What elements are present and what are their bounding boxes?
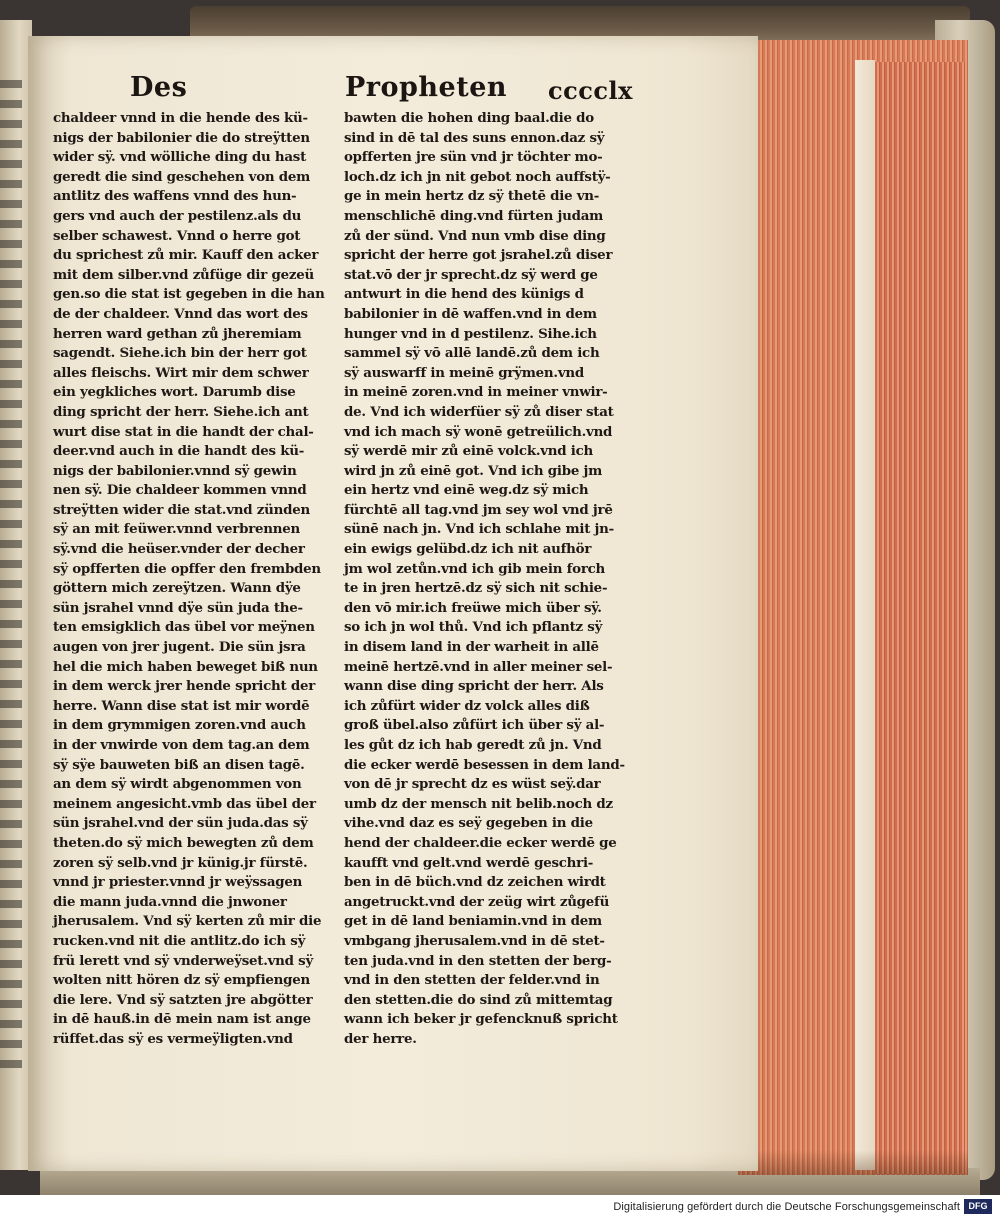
text-line: loch.dz ich jn nit gebot noch auffstÿ-	[344, 168, 611, 185]
text-line: nen sÿ. Die chaldeer kommen vnnd	[53, 482, 307, 499]
text-line: selber schawest. Vnnd o herre got	[53, 227, 301, 244]
text-line: vihe.vnd daz es seÿ gegeben in die	[344, 815, 593, 832]
text-line: ben in dē büch.vnd dz zeichen wirdt	[344, 874, 606, 891]
text-line: fürchtē all tag.vnd jm sey wol vnd jrē	[344, 501, 613, 518]
running-title-left: Des	[130, 72, 188, 103]
text-line: nigs der babilonier die do streÿtten	[53, 129, 310, 146]
text-line: herre. Wann dise stat ist mir wordē	[53, 697, 310, 714]
text-line: ein ewigs gelübd.dz ich nit aufhör	[344, 541, 592, 558]
text-line: ding spricht der herr. Siehe.ich ant	[53, 403, 309, 420]
footer-credit: Digitalisierung gefördert durch die Deutsche Forschungsgemeinschaft	[613, 1201, 960, 1213]
folio-number: cccclx	[548, 76, 633, 105]
red-page-edges-back	[875, 62, 965, 1174]
text-line: opfferten jre sün vnd jr töchter mo-	[344, 149, 603, 166]
text-line: les gůt dz ich hab geredt zů jn. Vnd	[344, 737, 602, 753]
page-edge-shadow	[738, 1150, 968, 1175]
dfg-logo: DFG	[964, 1199, 992, 1214]
text-line: de der chaldeer. Vnnd das wort des	[53, 305, 308, 322]
text-line: vnnd jr priester.vnnd jr weÿssagen	[53, 874, 303, 891]
text-line: in der vnwirde von dem tag.an dem	[53, 737, 310, 753]
text-line: vnd in den stetten der felder.vnd in	[344, 972, 600, 989]
text-line: gen.so die stat ist gegeben in die han	[53, 286, 325, 303]
text-line: jm wol zetůn.vnd ich gib mein forch	[344, 560, 606, 577]
text-line: hend der chaldeer.die ecker werdē ge	[344, 834, 617, 851]
text-line: die lere. Vnd sÿ satzten jre abgötter	[53, 991, 313, 1008]
text-line: deer.vnd auch in die handt des kü-	[53, 443, 305, 460]
text-line: göttern mich zereÿtzen. Wann dÿe	[53, 580, 301, 597]
text-line: spricht der herre got jsrahel.zů diser	[344, 247, 613, 264]
text-line: der herre.	[344, 1030, 417, 1047]
text-line: sÿ an mit feüwer.vnnd verbrennen	[53, 521, 301, 538]
text-line: antwurt in die hend des künigs d	[344, 286, 584, 303]
text-line: ein yegkliches wort. Darumb dise	[53, 384, 296, 401]
text-line: sün jsrahel vnnd dÿe sün juda the-	[53, 599, 303, 616]
text-line: von dē jr sprecht dz es wüst seÿ.dar	[344, 776, 601, 793]
text-line: sün jsrahel.vnd der sün juda.das sÿ	[53, 815, 308, 832]
text-line: ten juda.vnd in den stetten der berg-	[344, 952, 612, 969]
text-line: rucken.vnd nit die antlitz.do ich sÿ	[53, 932, 306, 949]
text-line: sÿ opfferten die opffer den frembden	[53, 560, 321, 577]
text-line: angetruckt.vnd der zeüg wirt zůgefü	[344, 893, 610, 910]
text-line: in dem werck jrer hende spricht der	[53, 678, 316, 695]
text-line: bawten die hohen ding baal.die do	[344, 110, 594, 126]
text-line: jherusalem. Vnd sÿ kerten zů mir die	[53, 913, 322, 930]
text-line: de. Vnd ich widerfüer sÿ zů diser stat	[344, 403, 614, 420]
text-line: sÿ.vnd die heüser.vnder der decher	[53, 541, 305, 558]
text-line: ich zůfürt wider dz volck alles diß	[344, 697, 590, 714]
text-line: wird jn zů einē got. Vnd ich gibe jm	[344, 462, 603, 479]
facing-page-text-fragment	[0, 80, 22, 1080]
text-line: sagendt. Siehe.ich bin der herr got	[53, 345, 307, 362]
text-line: groß übel.also zůfürt ich über sÿ al-	[344, 717, 605, 734]
text-line: nigs der babilonier.vnnd sÿ gewin	[53, 462, 297, 479]
text-line: in dem grymmigen zoren.vnd auch	[53, 717, 306, 734]
text-line: geredt die sind geschehen von dem	[53, 168, 311, 185]
text-line: sind in dē tal des suns ennon.daz sÿ	[344, 129, 605, 146]
text-line: get in dē land beniamin.vnd in dem	[344, 913, 602, 930]
text-line: wann ich beker jr gefencknuß spricht	[344, 1011, 618, 1028]
text-line: sÿ auswarff in meinē grÿmen.vnd	[344, 364, 584, 381]
text-line: stat.vō der jr sprecht.dz sÿ werd ge	[344, 266, 598, 283]
text-line: wolten nitt hören dz sÿ empfiengen	[53, 972, 311, 989]
page-block-gap	[855, 60, 875, 1170]
text-line: zů der sünd. Vnd nun vmb dise ding	[344, 227, 606, 244]
text-line: vmbgang jherusalem.vnd in dē stet-	[344, 932, 605, 949]
text-line: an dem sÿ wirdt abgenommen von	[53, 776, 302, 793]
text-column-right	[344, 109, 625, 1050]
text-line: babilonier in dē waffen.vnd in dem	[344, 305, 597, 322]
text-line: te in jren hertzē.dz sÿ sich nit schie-	[344, 580, 608, 597]
text-line: theten.do sÿ mich bewegten zů dem	[53, 834, 314, 851]
text-line: in meinē zoren.vnd in meiner vnwir-	[344, 384, 608, 401]
text-line: die mann juda.vnnd die jnwoner	[53, 893, 287, 910]
text-line: hel die mich haben beweget biß nun	[53, 658, 318, 675]
text-line: ten emsigklich das übel vor meÿnen	[53, 619, 315, 636]
text-line: zoren sÿ selb.vnd jr künig.jr fürstē.	[53, 854, 308, 871]
text-line: augen von jrer jugent. Die sün jsra	[53, 639, 306, 656]
text-line: sünē nach jn. Vnd ich schlahe mit jn-	[344, 521, 614, 538]
text-line: sammel sÿ vō allē landē.zů dem ich	[344, 345, 600, 362]
text-line: ge in mein hertz dz sÿ thetē die vn-	[344, 188, 600, 205]
text-line: ein hertz vnd einē weg.dz sÿ mich	[344, 482, 589, 499]
text-line: kaufft vnd gelt.vnd werdē geschri-	[344, 854, 594, 871]
text-line: die ecker werdē besessen in dem land-	[344, 756, 625, 773]
text-line: chaldeer vnnd in die hende des kü-	[53, 110, 308, 126]
text-line: mit dem silber.vnd zůfüge dir gezeü	[53, 266, 314, 283]
text-line: alles fleischs. Wirt mir dem schwer	[53, 364, 309, 381]
text-line: meinem angesicht.vmb das übel der	[53, 795, 316, 812]
text-line: in disem land in der warheit in allē	[344, 639, 599, 656]
text-line: den stetten.die do sind zů mittemtag	[344, 991, 613, 1008]
text-line: sÿ werdē mir zů einē volck.vnd ich	[344, 443, 594, 460]
text-line: herren ward gethan zů jheremiam	[53, 325, 302, 342]
running-title-center: Propheten	[345, 72, 508, 103]
text-line: hunger vnd in d pestilenz. Sihe.ich	[344, 325, 597, 342]
text-line: in dē hauß.in dē mein nam ist ange	[53, 1011, 311, 1028]
text-line: den vō mir.ich freüwe mich über sÿ.	[344, 599, 602, 616]
footer-bar	[0, 1195, 1000, 1220]
text-line: wurt dise stat in die handt der chal-	[53, 423, 314, 440]
text-line: sÿ sÿe bauweten biß an disen tagē.	[53, 756, 305, 773]
text-line: gers vnd auch der pestilenz.als du	[53, 207, 302, 224]
text-line: antlitz des waffens vnnd des hun-	[53, 188, 297, 205]
text-line: frü lerett vnd sÿ vnderweÿset.vnd sÿ	[53, 952, 313, 969]
text-line: vnd ich mach sÿ wonē getreülich.vnd	[344, 423, 613, 440]
text-line: rüffet.das sÿ es vermeÿligten.vnd	[53, 1030, 293, 1047]
text-line: streÿtten wider die stat.vnd zünden	[53, 501, 310, 518]
text-line: menschlichē ding.vnd fürten judam	[344, 207, 604, 224]
text-line: du sprichest zů mir. Kauff den acker	[53, 247, 319, 264]
text-column-left	[53, 109, 325, 1050]
text-line: wider sÿ. vnd wölliche ding du hast	[53, 149, 307, 166]
text-line: wann dise ding spricht der herr. Als	[344, 678, 604, 695]
text-line: umb dz der mensch nit belib.noch dz	[344, 795, 613, 812]
text-line: so ich jn wol thů. Vnd ich pflantz sÿ	[344, 619, 603, 636]
text-line: meinē hertzē.vnd in aller meiner sel-	[344, 658, 613, 675]
